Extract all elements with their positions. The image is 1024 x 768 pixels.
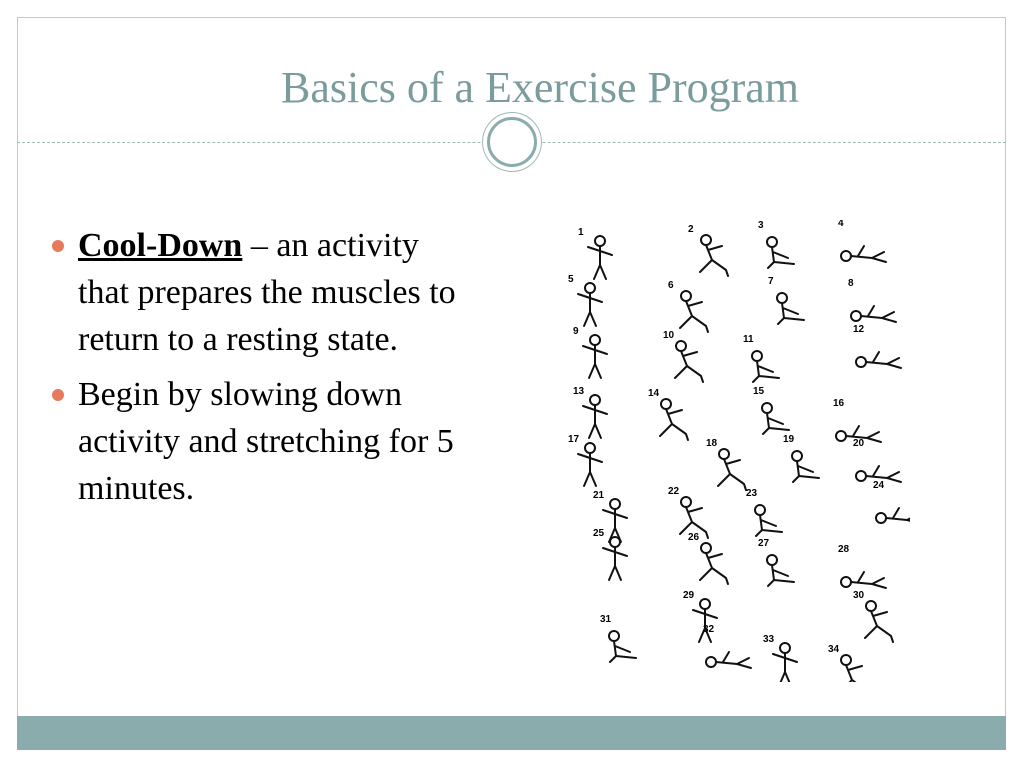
- stretch-figure-5: [568, 274, 602, 326]
- stretch-number: 18: [706, 438, 718, 449]
- stretch-number: 26: [688, 532, 700, 543]
- stretching-exercises-illustration: [548, 220, 910, 682]
- bullet-list: [50, 222, 470, 520]
- stretch-number: 22: [668, 486, 680, 497]
- stretch-number: 10: [663, 330, 675, 341]
- bullet-dot-icon: [52, 389, 64, 401]
- stretch-number: 15: [753, 386, 765, 397]
- stretching-figures-svg: [548, 220, 910, 682]
- bullet-dot-icon: [52, 240, 64, 252]
- stretch-figure-34: [828, 644, 868, 682]
- stretch-number: 4: [838, 220, 844, 229]
- stretch-number: 2: [688, 224, 694, 235]
- stretch-number: 21: [593, 490, 605, 501]
- stretch-number: 5: [568, 274, 574, 285]
- stretch-number: 14: [648, 388, 660, 399]
- bullet-text: Begin by slowing down activity and stretching for 5 minutes.: [78, 376, 454, 507]
- stretch-number: 20: [853, 438, 865, 449]
- stretch-figure-8: [848, 278, 896, 322]
- stretch-figure-24: [873, 480, 910, 524]
- stretch-number: 16: [833, 398, 845, 409]
- stretch-figure-28: [838, 544, 886, 588]
- stretch-number: 27: [758, 538, 770, 549]
- stretch-figure-18: [706, 438, 746, 490]
- stretch-figure-13: [573, 386, 607, 438]
- stretch-figure-25: [593, 528, 627, 580]
- stretch-number: 30: [853, 590, 865, 601]
- stretch-figure-12: [853, 324, 901, 368]
- stretch-figure-17: [568, 434, 602, 486]
- stretch-number: 7: [768, 276, 774, 287]
- bullet-item-cool-down: [50, 222, 470, 363]
- stretch-figure-16: [833, 398, 881, 442]
- stretch-number: 12: [853, 324, 865, 335]
- stretch-figure-31: [600, 614, 636, 662]
- stretch-figure-10: [663, 330, 703, 382]
- bullet-term: Cool-Down: [78, 227, 243, 264]
- stretch-number: 34: [828, 644, 840, 655]
- stretch-number: 3: [758, 220, 764, 231]
- stretch-number: 24: [873, 480, 885, 491]
- stretch-figure-19: [783, 434, 819, 482]
- stretch-figure-9: [573, 326, 607, 378]
- stretch-figure-1: [578, 227, 612, 279]
- stretch-number: 23: [746, 488, 758, 499]
- stretch-number: 13: [573, 386, 585, 397]
- stretch-figure-22: [668, 486, 708, 538]
- stretch-figure-20: [853, 438, 901, 482]
- stretch-number: 17: [568, 434, 580, 445]
- stretch-figure-14: [648, 388, 688, 440]
- stretch-number: 1: [578, 227, 584, 238]
- stretch-number: 29: [683, 590, 695, 601]
- stretch-number: 32: [703, 624, 715, 635]
- divider-circle-icon: [487, 117, 537, 167]
- stretch-number: 6: [668, 280, 674, 291]
- stretch-figure-11: [743, 334, 779, 382]
- slide-title: Basics of a Exercise Program: [280, 63, 800, 112]
- stretch-figure-26: [688, 532, 728, 584]
- stretch-figure-3: [758, 220, 794, 268]
- stretch-figure-2: [688, 224, 728, 276]
- stretch-number: 33: [763, 634, 775, 645]
- stretch-number: 31: [600, 614, 612, 625]
- stretch-number: 8: [848, 278, 854, 289]
- stretch-figure-32: [703, 624, 751, 668]
- stretch-figure-23: [746, 488, 782, 536]
- stretch-figure-6: [668, 280, 708, 332]
- stretch-number: 19: [783, 434, 795, 445]
- stretch-number: 11: [743, 334, 754, 345]
- stretch-figure-33: [763, 634, 797, 682]
- stretch-figure-7: [768, 276, 804, 324]
- stretch-figure-27: [758, 538, 794, 586]
- stretch-number: 28: [838, 544, 850, 555]
- stretch-number: 25: [593, 528, 605, 539]
- bullet-text: – an activity that prepares the muscles to return to a resting state.: [78, 227, 456, 358]
- footer-bar: [17, 716, 1006, 750]
- stretch-figure-30: [853, 590, 893, 642]
- stretch-number: 9: [573, 326, 579, 337]
- bullet-item-begin: [50, 371, 470, 512]
- stretch-figure-4: [838, 220, 886, 262]
- stretch-figure-15: [753, 386, 789, 434]
